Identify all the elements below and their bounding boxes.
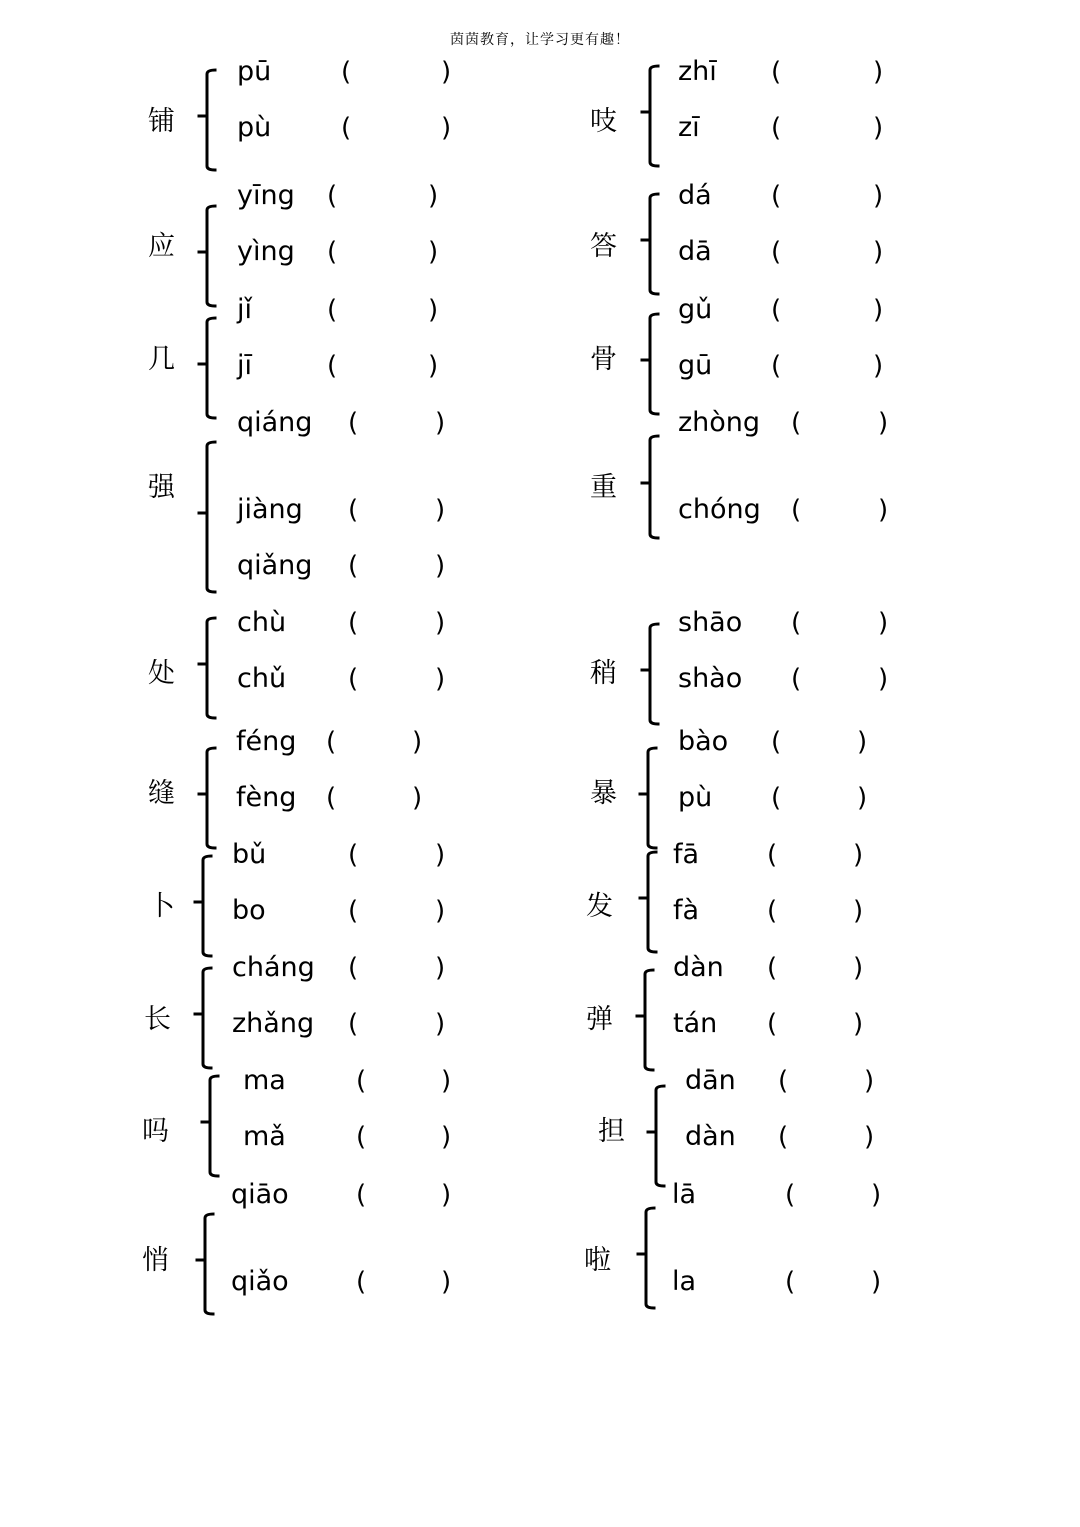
reading-row bbox=[231, 1262, 691, 1302]
reading-row bbox=[672, 1175, 1080, 1215]
answer-close-paren: ) bbox=[428, 237, 439, 267]
pinyin-label: chǔ bbox=[237, 663, 287, 694]
answer-open-paren: ( bbox=[327, 295, 338, 325]
curly-brace-icon bbox=[640, 190, 660, 298]
reading-row bbox=[673, 948, 1080, 988]
answer-open-paren: ( bbox=[327, 181, 338, 211]
answer-close-paren: ) bbox=[435, 840, 446, 870]
curly-brace-icon bbox=[197, 66, 217, 174]
pinyin-label: pù bbox=[237, 112, 272, 143]
pinyin-label: yīng bbox=[237, 180, 295, 211]
answer-open-paren: ( bbox=[771, 57, 782, 87]
pinyin-label: qiáng bbox=[237, 407, 313, 438]
answer-close-paren: ) bbox=[873, 351, 884, 381]
reading-row bbox=[678, 490, 1080, 530]
reading-row bbox=[237, 108, 697, 148]
answer-open-paren: ( bbox=[771, 295, 782, 325]
answer-open-paren: ( bbox=[778, 1066, 789, 1096]
reading-row bbox=[678, 403, 1080, 443]
pinyin-label: pù bbox=[678, 782, 713, 813]
chinese-character: 缝 bbox=[148, 778, 175, 809]
answer-open-paren: ( bbox=[771, 783, 782, 813]
answer-close-paren: ) bbox=[441, 1066, 452, 1096]
curly-brace-icon bbox=[197, 314, 217, 422]
answer-close-paren: ) bbox=[873, 181, 884, 211]
reading-row bbox=[678, 722, 1080, 762]
answer-close-paren: ) bbox=[864, 1122, 875, 1152]
answer-close-paren: ) bbox=[857, 727, 868, 757]
answer-open-paren: ( bbox=[327, 237, 338, 267]
chinese-character: 强 bbox=[148, 472, 175, 503]
answer-open-paren: ( bbox=[348, 664, 359, 694]
answer-open-paren: ( bbox=[356, 1267, 367, 1297]
pinyin-label: la bbox=[672, 1266, 697, 1297]
answer-close-paren: ) bbox=[853, 953, 864, 983]
curly-brace-icon bbox=[197, 438, 217, 596]
answer-close-paren: ) bbox=[871, 1267, 882, 1297]
answer-open-paren: ( bbox=[348, 608, 359, 638]
answer-close-paren: ) bbox=[441, 1267, 452, 1297]
reading-row bbox=[678, 52, 1080, 92]
answer-close-paren: ) bbox=[435, 408, 446, 438]
answer-open-paren: ( bbox=[348, 408, 359, 438]
pinyin-label: chóng bbox=[678, 494, 761, 525]
curly-brace-icon bbox=[640, 620, 660, 728]
curly-brace-icon bbox=[193, 964, 213, 1072]
answer-open-paren: ( bbox=[771, 181, 782, 211]
reading-row bbox=[236, 722, 696, 762]
reading-row bbox=[232, 835, 692, 875]
pinyin-label: yìng bbox=[237, 236, 295, 267]
reading-row bbox=[232, 948, 692, 988]
answer-close-paren: ) bbox=[441, 113, 452, 143]
answer-open-paren: ( bbox=[356, 1066, 367, 1096]
pinyin-label: gǔ bbox=[678, 294, 713, 325]
reading-row bbox=[673, 891, 1080, 931]
curly-brace-icon bbox=[200, 1072, 220, 1180]
reading-row bbox=[678, 176, 1080, 216]
answer-open-paren: ( bbox=[767, 1009, 778, 1039]
answer-open-paren: ( bbox=[348, 896, 359, 926]
pinyin-label: zī bbox=[678, 112, 700, 143]
curly-brace-icon bbox=[193, 852, 213, 960]
answer-close-paren: ) bbox=[878, 408, 889, 438]
pinyin-label: qiāo bbox=[231, 1179, 289, 1210]
answer-open-paren: ( bbox=[767, 896, 778, 926]
reading-row bbox=[678, 232, 1080, 272]
chinese-character: 长 bbox=[144, 1004, 171, 1035]
answer-open-paren: ( bbox=[348, 953, 359, 983]
answer-close-paren: ) bbox=[441, 1122, 452, 1152]
chinese-character: 稍 bbox=[590, 658, 617, 689]
curly-brace-icon bbox=[197, 202, 217, 310]
answer-close-paren: ) bbox=[873, 237, 884, 267]
pinyin-label: dàn bbox=[685, 1121, 736, 1152]
reading-row bbox=[237, 490, 697, 530]
chinese-character: 暴 bbox=[590, 778, 617, 809]
pinyin-label: ma bbox=[243, 1065, 286, 1096]
answer-close-paren: ) bbox=[428, 181, 439, 211]
chinese-character: 弹 bbox=[586, 1004, 613, 1035]
chinese-character: 铺 bbox=[148, 106, 175, 137]
answer-open-paren: ( bbox=[348, 551, 359, 581]
curly-brace-icon bbox=[197, 744, 217, 852]
pinyin-label: chù bbox=[237, 607, 287, 638]
pinyin-label: shāo bbox=[678, 607, 743, 638]
pinyin-label: zhī bbox=[678, 56, 717, 87]
answer-open-paren: ( bbox=[348, 495, 359, 525]
curly-brace-icon bbox=[640, 310, 660, 418]
answer-open-paren: ( bbox=[771, 237, 782, 267]
chinese-character: 重 bbox=[590, 472, 617, 503]
reading-row bbox=[237, 403, 697, 443]
pinyin-label: fèng bbox=[236, 782, 297, 813]
pinyin-label: lā bbox=[672, 1179, 697, 1210]
page-header: 茵茵教育，让学习更有趣！ bbox=[450, 32, 630, 48]
reading-row bbox=[237, 659, 697, 699]
answer-close-paren: ) bbox=[435, 495, 446, 525]
reading-row bbox=[231, 1175, 691, 1215]
curly-brace-icon bbox=[640, 432, 660, 542]
pinyin-label: bǔ bbox=[232, 839, 267, 870]
reading-row bbox=[237, 52, 697, 92]
pinyin-label: dān bbox=[685, 1065, 736, 1096]
reading-row bbox=[243, 1061, 703, 1101]
answer-close-paren: ) bbox=[435, 608, 446, 638]
answer-close-paren: ) bbox=[873, 113, 884, 143]
chinese-character: 应 bbox=[148, 231, 175, 262]
answer-open-paren: ( bbox=[341, 113, 352, 143]
curly-brace-icon bbox=[636, 1204, 656, 1312]
answer-open-paren: ( bbox=[348, 840, 359, 870]
answer-close-paren: ) bbox=[853, 840, 864, 870]
pinyin-label: mǎ bbox=[243, 1121, 286, 1152]
curly-brace-icon bbox=[640, 62, 660, 170]
answer-open-paren: ( bbox=[771, 727, 782, 757]
answer-close-paren: ) bbox=[435, 953, 446, 983]
answer-close-paren: ) bbox=[435, 1009, 446, 1039]
pinyin-label: gū bbox=[678, 350, 713, 381]
answer-close-paren: ) bbox=[428, 295, 439, 325]
answer-close-paren: ) bbox=[435, 551, 446, 581]
reading-row bbox=[685, 1061, 1080, 1101]
answer-open-paren: ( bbox=[327, 351, 338, 381]
reading-row bbox=[673, 835, 1080, 875]
answer-close-paren: ) bbox=[878, 664, 889, 694]
answer-close-paren: ) bbox=[412, 727, 423, 757]
answer-open-paren: ( bbox=[767, 840, 778, 870]
curly-brace-icon bbox=[197, 614, 217, 722]
reading-row bbox=[672, 1262, 1080, 1302]
reading-row bbox=[678, 603, 1080, 643]
pinyin-label: dā bbox=[678, 236, 712, 267]
answer-open-paren: ( bbox=[785, 1267, 796, 1297]
pinyin-label: bào bbox=[678, 726, 729, 757]
chinese-character: 担 bbox=[598, 1116, 625, 1147]
answer-close-paren: ) bbox=[853, 896, 864, 926]
reading-row bbox=[237, 290, 697, 330]
pinyin-label: shào bbox=[678, 663, 743, 694]
reading-row bbox=[237, 603, 697, 643]
answer-open-paren: ( bbox=[326, 783, 337, 813]
answer-close-paren: ) bbox=[873, 57, 884, 87]
answer-close-paren: ) bbox=[857, 783, 868, 813]
answer-close-paren: ) bbox=[441, 1180, 452, 1210]
answer-open-paren: ( bbox=[791, 495, 802, 525]
answer-close-paren: ) bbox=[435, 664, 446, 694]
reading-row bbox=[678, 108, 1080, 148]
curly-brace-icon bbox=[195, 1210, 215, 1318]
pinyin-label: tán bbox=[673, 1008, 718, 1039]
answer-open-paren: ( bbox=[356, 1122, 367, 1152]
answer-open-paren: ( bbox=[778, 1122, 789, 1152]
reading-row bbox=[678, 290, 1080, 330]
curly-brace-icon bbox=[635, 966, 655, 1074]
pinyin-label: dá bbox=[678, 180, 712, 211]
answer-open-paren: ( bbox=[791, 408, 802, 438]
answer-close-paren: ) bbox=[864, 1066, 875, 1096]
chinese-character: 吗 bbox=[142, 1116, 169, 1147]
answer-open-paren: ( bbox=[326, 727, 337, 757]
answer-close-paren: ) bbox=[873, 295, 884, 325]
chinese-character: 卜 bbox=[148, 891, 175, 922]
chinese-character: 几 bbox=[148, 344, 175, 375]
pinyin-label: jiàng bbox=[237, 494, 303, 525]
pinyin-label: zhǎng bbox=[232, 1008, 315, 1039]
answer-close-paren: ) bbox=[428, 351, 439, 381]
pinyin-label: jī bbox=[237, 350, 253, 381]
pinyin-label: cháng bbox=[232, 952, 315, 983]
pinyin-label: fā bbox=[673, 839, 700, 870]
answer-open-paren: ( bbox=[348, 1009, 359, 1039]
pinyin-label: jǐ bbox=[237, 294, 253, 325]
answer-open-paren: ( bbox=[771, 113, 782, 143]
reading-row bbox=[243, 1117, 703, 1157]
answer-close-paren: ) bbox=[435, 896, 446, 926]
answer-open-paren: ( bbox=[341, 57, 352, 87]
reading-row bbox=[236, 778, 696, 818]
chinese-character: 啦 bbox=[584, 1245, 611, 1276]
curly-brace-icon bbox=[646, 1082, 666, 1190]
pinyin-label: dàn bbox=[673, 952, 724, 983]
reading-row bbox=[685, 1117, 1080, 1157]
answer-close-paren: ) bbox=[871, 1180, 882, 1210]
answer-close-paren: ) bbox=[412, 783, 423, 813]
pinyin-label: qiǎo bbox=[231, 1266, 289, 1297]
answer-open-paren: ( bbox=[791, 608, 802, 638]
chinese-character: 处 bbox=[148, 658, 175, 689]
chinese-character: 骨 bbox=[590, 344, 617, 375]
pinyin-label: bo bbox=[232, 895, 266, 926]
pinyin-label: féng bbox=[236, 726, 297, 757]
chinese-character: 悄 bbox=[142, 1245, 169, 1276]
pinyin-label: pū bbox=[237, 56, 272, 87]
pinyin-label: qiǎng bbox=[237, 550, 313, 581]
pinyin-label: zhòng bbox=[678, 407, 761, 438]
reading-row bbox=[678, 346, 1080, 386]
reading-row bbox=[232, 1004, 692, 1044]
answer-open-paren: ( bbox=[356, 1180, 367, 1210]
answer-open-paren: ( bbox=[767, 953, 778, 983]
answer-close-paren: ) bbox=[441, 57, 452, 87]
reading-row bbox=[237, 346, 697, 386]
reading-row bbox=[678, 659, 1080, 699]
chinese-character: 发 bbox=[586, 891, 613, 922]
answer-open-paren: ( bbox=[791, 664, 802, 694]
chinese-character: 吱 bbox=[590, 106, 617, 137]
reading-row bbox=[237, 176, 697, 216]
reading-row bbox=[237, 546, 697, 586]
answer-close-paren: ) bbox=[878, 495, 889, 525]
reading-row bbox=[678, 778, 1080, 818]
answer-open-paren: ( bbox=[785, 1180, 796, 1210]
pinyin-label: fà bbox=[673, 895, 700, 926]
chinese-character: 答 bbox=[590, 231, 617, 262]
reading-row bbox=[232, 891, 692, 931]
answer-open-paren: ( bbox=[771, 351, 782, 381]
reading-row bbox=[237, 232, 697, 272]
answer-close-paren: ) bbox=[853, 1009, 864, 1039]
curly-brace-icon bbox=[638, 848, 658, 956]
answer-close-paren: ) bbox=[878, 608, 889, 638]
reading-row bbox=[673, 1004, 1080, 1044]
